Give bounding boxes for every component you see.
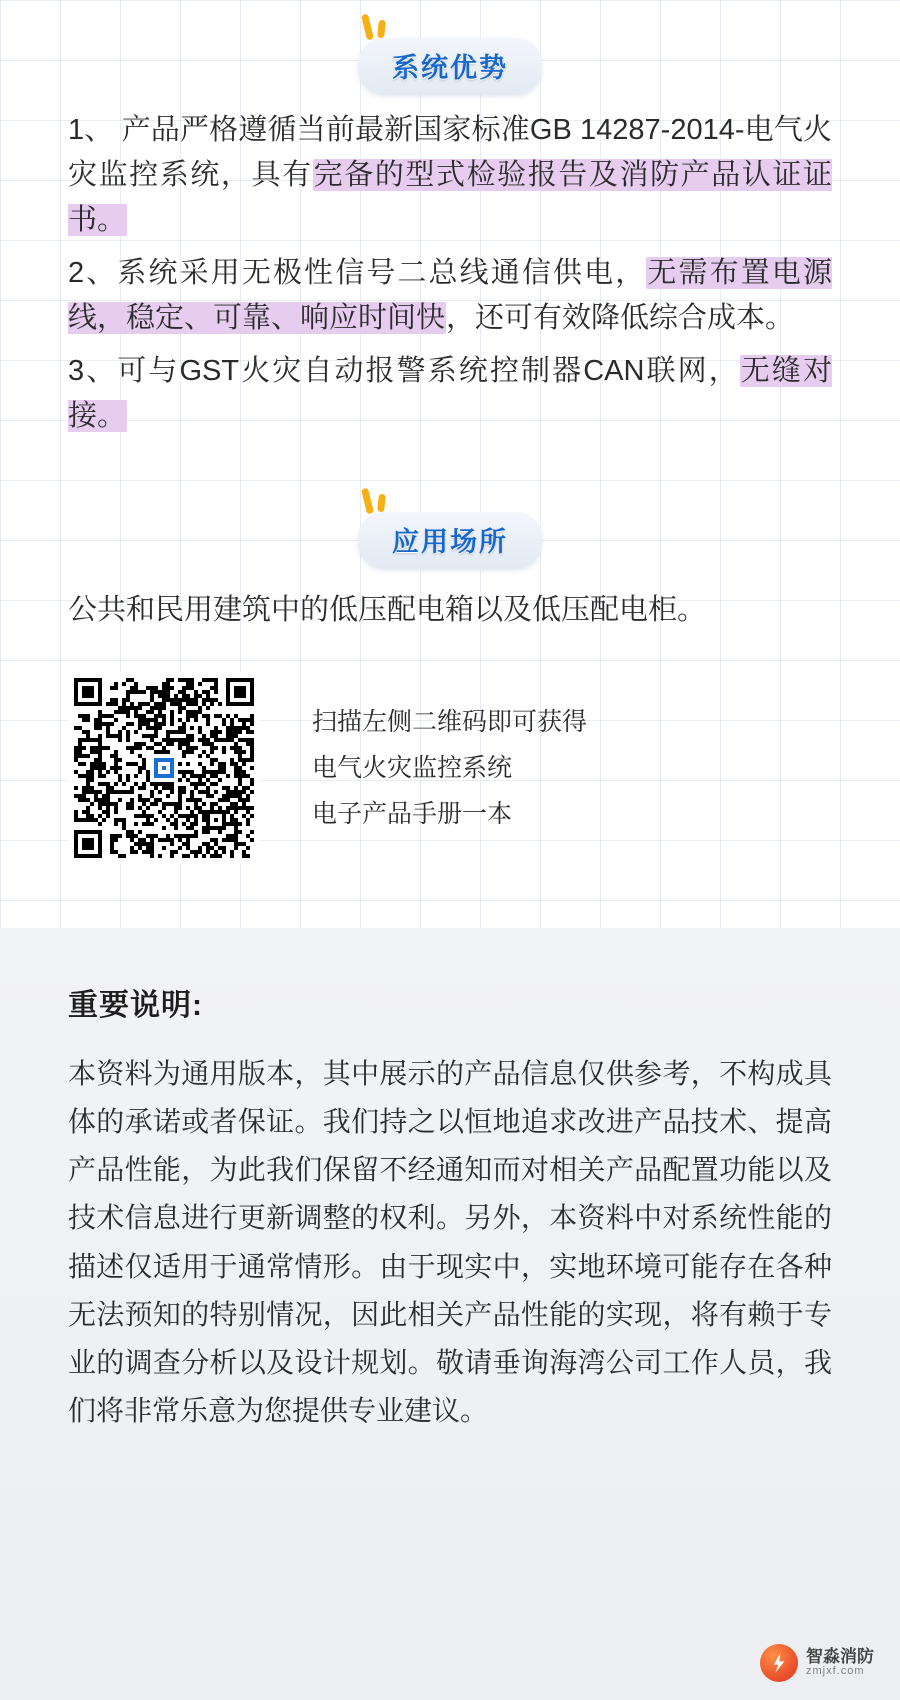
qr-caption-line-2: 电气火灾监控系统: [312, 753, 513, 782]
advantage-item-2: [68, 251, 832, 341]
badge-label: 应用场所: [392, 527, 508, 557]
advantage-1-text: 1、 产品严格遵循当前最新国家标准GB 14287-2014-电气火灾监控系统，具有: [68, 114, 832, 191]
qr-caption: [312, 699, 587, 838]
important-notice-section: [0, 928, 900, 1700]
watermark-cn: 智淼消防: [806, 1647, 874, 1667]
watermark-en: zmjxf.com: [806, 1665, 865, 1678]
section-heading-application: [0, 512, 900, 569]
spark-ticks-icon: [362, 486, 402, 516]
badge-application: [358, 512, 542, 569]
application-body: [68, 588, 832, 641]
advantage-2-highlight: 无需布置电源线，稳定、可靠、响应时间快: [68, 256, 832, 334]
advantage-3-highlight: 无缝对接。: [68, 354, 832, 432]
advantage-3-text: 3、可与GST火灾自动报警系统控制器CAN联网，: [68, 354, 740, 387]
advantage-item-1: [68, 108, 832, 243]
advantages-body: [68, 108, 832, 447]
qr-code-icon[interactable]: [68, 672, 260, 864]
advantage-1-highlight: 完备的型式检验报告及消防产品认证证书。: [68, 158, 832, 236]
advantage-2-text-b: ，还可有效降低综合成本。: [446, 301, 795, 334]
section-heading-advantages: [0, 38, 900, 95]
notice-title: 重要说明:: [68, 989, 203, 1022]
notice-body: 本资料为通用版本，其中展示的产品信息仅供参考，不构成具体的承诺或者保证。我们持之以恒地追求改进产品技术、提高产品性能，为此我们保留不经通知而对相关产品配置功能以及技术信息进行更新调整的权利。另外，本资料中对系统性能的描述仅适用于通常情形。由于现实中，实地环境可能存在各种无法预知的特别情况，因此相关产品性能的实现，将有赖于专业的调查分析以及设计规划。敬请垂询海湾公司工作人员，我们将非常乐意为您提供专业建议。: [68, 1058, 832, 1427]
watermark: [760, 1644, 874, 1682]
advantage-2-text-a: 2、系统采用无极性信号二总线通信供电，: [68, 256, 647, 289]
flame-bolt-logo-icon: [760, 1644, 798, 1682]
badge-advantages: [358, 38, 542, 95]
badge-label: 系统优势: [392, 53, 508, 83]
qr-caption-line-3: 电子产品手册一本: [312, 800, 513, 829]
spark-ticks-icon: [362, 12, 402, 42]
qr-caption-line-1: 扫描左侧二维码即可获得: [312, 707, 588, 736]
advantage-item-3: [68, 349, 832, 439]
application-text: 公共和民用建筑中的低压配电箱以及低压配电柜。: [68, 594, 707, 626]
qr-block: [68, 672, 832, 864]
